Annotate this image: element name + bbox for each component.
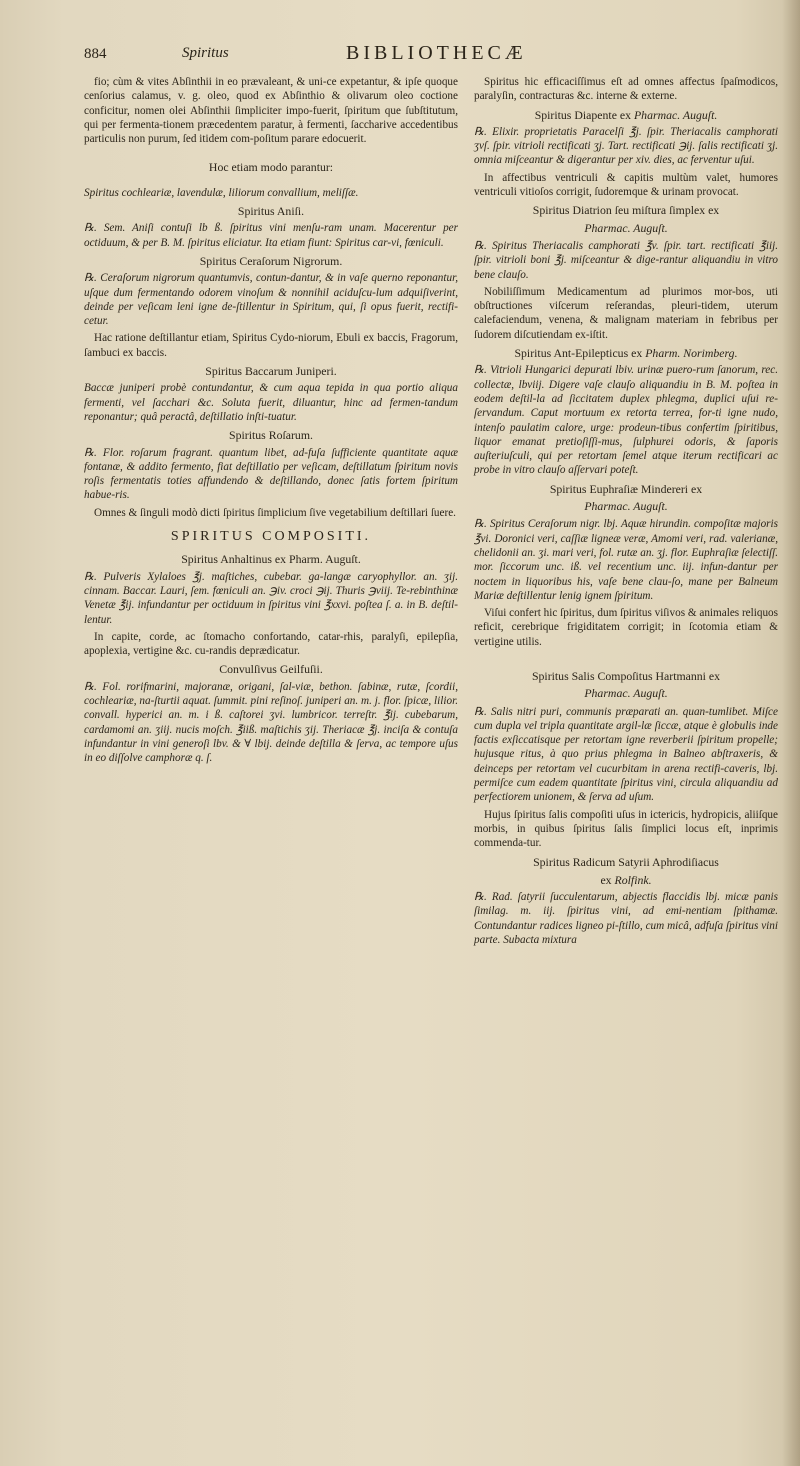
- section-heading: Spiritus Salis Compoſitus Hartmanni ex: [531, 668, 721, 683]
- recipe-paragraph: ℞. Flor. roſarum fragrant. quantum libet, ad-fuſa ſufficiente quantitate aquæ fontanæ, & addito fermento, fiat deſtillatio per veſicam, deſtillatum ſpiritum novis roſis fermentatis toties affundendo & deſtillando, donec ſatis fortem ſpiritum habue-ris.: [84, 446, 458, 502]
- body-paragraph: In capite, corde, ac ſtomacho confortando, catar-rhis, paralyſi, epilepſia, apoplexia, vertigine &c. cu-randis deprædicatur.: [84, 630, 458, 658]
- body-paragraph: Viſui confert hic ſpiritus, dum ſpiritus viſivos & animales reliquos reficit, cerebrique frigiditatem corrigit; in ſcotomia etiam & vertigine utilis.: [474, 607, 778, 648]
- spacer: [84, 178, 458, 186]
- section-heading: Spiritus Roſarum.: [229, 428, 313, 443]
- spacer: [474, 651, 778, 665]
- section-subheading: Pharmac. Auguſt.: [584, 220, 668, 235]
- body-paragraph: Hac ratione deſtillantur etiam, Spiritus Cydo-niorum, Ebuli ex baccis, Fragorum, ſambuci ex baccis.: [84, 332, 458, 359]
- recipe-paragraph: ℞. Fol. rorifmarini, majoranæ, origani, ſal-viæ, bethon. ſabinæ, rutæ, ſcordii, cochleariæ, na-ſturtii aquat. ſummit. pini reſinoſ. juniperi an. m. j. flor. ſpicæ, lilior. convall. hyperici an. m. i ß. caſtorei ʒvi. lumbricor. terreſtr. ℥ij. cubebarum, cardamomi an. ʒiij. nucis moſch. ℥iiß. maſtichis ʒij. Theriacæ ℥j. inciſa & contuſa infundantur in vini generoſi lbv. & ∀ lbij. deinde deſtilla & ſerva, ac tempore uſus in eo diſſolve camphoræ q. ſ.: [84, 680, 458, 765]
- section-heading: Hoc etiam modo parantur:: [208, 160, 334, 175]
- section-heading: Spiritus Ceraſorum Nigrorum.: [199, 253, 343, 268]
- recipe-paragraph: ℞. Spiritus Theriacalis camphorati ℥v. ſpir. tart. rectificati ℥iij. ſpir. vitrioli boni ℥j. miſceantur & dige-rantur aliquandiu in vitro bene clauſo.: [474, 239, 778, 281]
- heading-source: Pharmac. Auguſt.: [633, 107, 718, 122]
- running-header: [84, 42, 784, 66]
- recipe-paragraph: ℞. Salis nitri puri, communis præparati an. quan-tumlibet. Miſce cum dupla vel tripla quantitate argil-læ ſiccæ, atque è globulis inde factis exſiccatisque per retortam igne reverberii ſpiritum propelle; hujusque ritus, à quo prius phlegma in Balneo abſtraxeris, & deinceps per retortam vel cucurbitam in arena rectifi-caveris, lbj. permiſce cum eadem quantitate ſpiritus vini, circula aliquandiu ad perfectiorem unionem, & ſerva ad uſum.: [474, 705, 778, 804]
- heading-source: Pharm. Norimberg.: [645, 346, 738, 361]
- section-heading: Spiritus Aniſi.: [237, 204, 305, 219]
- section-subheading: Pharmac. Auguſt.: [584, 686, 668, 701]
- heading-source: Rolfink.: [614, 872, 652, 887]
- body-paragraph: Nobiliſſimum Medicamentum ad plurimos mor-bos, uti obſtructiones viſcerum reſerandas, pleuri-tidem, uterum calefaciendum, venena, & malignam materiam in febribus per ſudorem diſcutiendam ex-iſtit.: [474, 285, 778, 341]
- section-heading: [474, 346, 778, 360]
- body-paragraph: fio; cùm & vites Abſinthii in eo prævaleant, & uni-ce expetantur, & ipſe quoque cenſorius calamus, v. g. oleo, quod ex Abſinthio & olivarum oleo coctione conficitur, nomen olei Abſinthii ſimpliciter impo-fuerit, ſpiritum que ſubſtitutum, qui per fermenta-tionem præcedentem paratur, à fermenti, ſaccharive accedentibus particulis non purum, ſed itidem com-poſitum parare edocuerit.: [84, 76, 458, 146]
- body-paragraph: Hujus ſpiritus ſalis compoſiti uſus in ictericis, hydropicis, aliiſque morbis, in quibus ſpiritus ſalis ſimplici locus eſt, inprimis commenda-tur.: [474, 808, 778, 850]
- recipe-paragraph: ℞. Rad. ſatyrii ſucculentarum, abjectis flaccidis lbj. micæ panis ſimilag. m. iij. ſpiritus vini, ad emi-nentiam ſpithamæ. Contundantur radices ligneo pi-ſtillo, cum micâ, adfuſa ſpiritus vini parte. Subacta mixtura: [474, 891, 778, 947]
- recipe-paragraph: ℞. Sem. Aniſi contuſi lb ß. ſpiritus vini menſu-ram unam. Macerentur per octiduum, & per B. M. ſpiritus eliciatur. Ita etiam fiunt: Spiritus car-vi, fœniculi.: [84, 222, 458, 249]
- heading-text: Spiritus Ant-Epilepticus ex: [514, 346, 646, 361]
- heading-text: Spiritus Diapente ex: [534, 107, 634, 122]
- running-title: BIBLIOTHECÆ: [346, 42, 527, 64]
- heading-text: ex: [600, 872, 615, 887]
- chapter-heading: SPIRITUS COMPOSITI.: [170, 529, 372, 545]
- recipe-paragraph: ℞. Vitrioli Hungarici depurati lbiv. urinæ puero-rum ſanorum, rec. collectæ, lbviij. Digere vaſe clauſo aliquandiu in B. M. poſtea in eodem deſtil-la ad ſiccitatem duplex phlegma, duplici uſui re-ſervandum. Caput mortuum ex retorta terrea, for-ti igne nudo, intenſo paulatim calore, urge: prodeun-tibus confertim ſpiritibus, liquor emanat pretioſiſſi-mus, ſulphurei odoris, & ſaporis auſteriuſculi, qui per retortam ſemel atque iterum rectificari ac probe in vitro clauſo aſſervari poteſt.: [474, 364, 778, 477]
- section-heading: Spiritus Diatrion ſeu miſtura ſimplex ex: [532, 203, 720, 218]
- section-heading: Convulſivus Geilfuſii.: [219, 662, 323, 677]
- section-heading: Spiritus Radicum Satyrii Aphrodiſiacus: [533, 854, 719, 869]
- spacer: [84, 148, 458, 156]
- recipe-paragraph: Baccæ juniperi probè contundantur, & cum aqua tepida in qua portio aliqua fermenti, vel ſacchari &c. Soluta fuerit, diluantur, hinc ad fermen-tandum reponantur; quâ peractâ, deſtillatio inſti-tuatur.: [84, 382, 458, 423]
- section-subheading: Pharmac. Auguſt.: [584, 499, 668, 514]
- section-heading: Spiritus Euphraſiæ Mindereri ex: [549, 481, 703, 496]
- section-heading: Spiritus Baccarum Juniperi.: [205, 364, 337, 379]
- section-heading: Spiritus Anhaltinus ex Pharm. Auguſt.: [181, 552, 361, 567]
- left-column: [84, 75, 458, 768]
- recipe-paragraph: ℞. Spiritus Ceraſorum nigr. lbj. Aquæ hirundin. compoſitæ majoris ℥vi. Doronici veri, caſſiæ ligneæ veræ, Amomi veri, rad. valerianæ, chelidonii an. ʒi. mari veri, fol. rutæ an. ʒj. flor. Euphraſiæ ſelectiſſ. mor. ſiccorum unc. iß. vel recentium unc. iij. infun-dantur per noctem in liquoribus his, vaſe bene clau-ſo, mane per Balneum Mariæ deſtillentur lenig ignem ſpiritum.: [474, 518, 778, 602]
- body-paragraph: Omnes & ſinguli modò dicti ſpiritus ſimplicium ſive vegetabilium deſtillari ſuere.: [94, 506, 456, 519]
- page-edge-shadow: [782, 0, 800, 1466]
- recipe-paragraph: ℞. Pulveris Xylaloes ℥j. maſtiches, cubebar. ga-langæ caryophyllor. an. ʒij. cinnam. Baccar. Lauri, ſem. fœniculi an. ℈iv. croci ℈ij. Thuris ℈viij. Te-rebinthinæ Venetæ ℥ij. infundantur per octiduum in ſpiritus vini ℥xxvi. poſtea ſ. a. in B. deſtil-lentur.: [84, 570, 458, 626]
- section-heading: [474, 873, 778, 887]
- running-word: Spiritus: [182, 45, 229, 61]
- recipe-paragraph: ℞. Ceraſorum nigrorum quantumvis, contun-dantur, & in vaſe querno reponantur, uſque dum fermentando odorem vinoſum & nonnihil aciduſcu-lum adquiſiverint, deinde per veſicam leni igne de-ſtillentur in Spiritum, qui, ſi opus fuerit, rectifi-cetur.: [84, 272, 458, 328]
- recipe-paragraph: Spiritus cochleariæ, lavendulæ, liliorum convallium, meliſſæ.: [84, 186, 359, 199]
- body-paragraph: In affectibus ventriculi & capitis multùm valet, humores ventriculi vitioſos corrigit, ſudoremque & urinam provocat.: [474, 171, 778, 199]
- right-column: [474, 75, 778, 950]
- body-paragraph: Spiritus hic efficaciſſimus eſt ad omnes affectus ſpaſmodicos, paralyſin, contracturas &c. interne & externe.: [474, 76, 778, 103]
- recipe-paragraph: ℞. Elixir. proprietatis Paracelſi ℥j. ſpir. Theriacalis camphorati ʒvſ. ſpir. vitrioli rectificati ʒj. Tart. rectificati ℈ij. ſalis rectificati ʒj. omnia miſceantur & digerantur per xiv. dies, ac ferventur uſui.: [474, 125, 778, 167]
- section-heading: [474, 108, 778, 122]
- page-number: 884: [84, 46, 107, 62]
